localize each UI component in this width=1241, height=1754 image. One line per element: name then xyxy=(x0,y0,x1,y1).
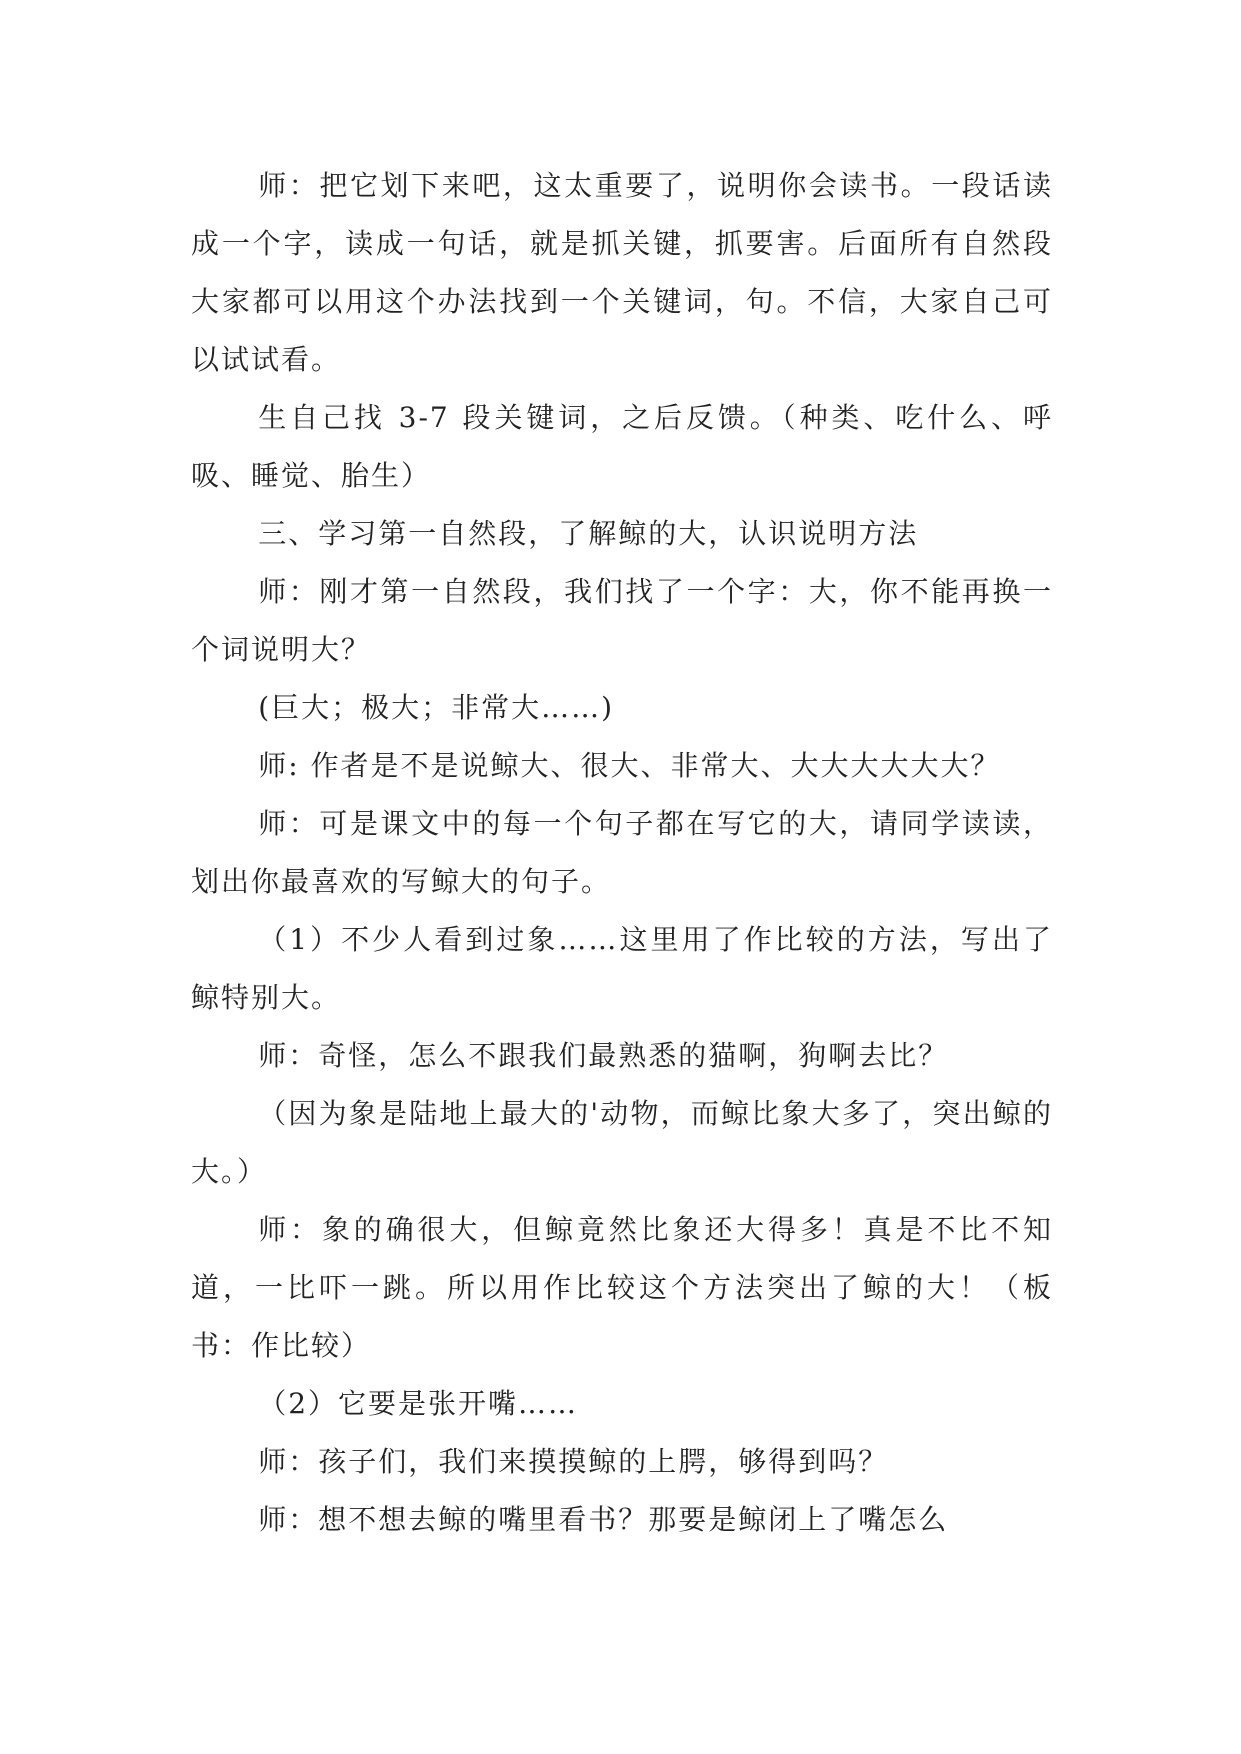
paragraph-reason: （因为象是陆地上最大的'动物，而鲸比象大多了，突出鲸的大。） xyxy=(191,1097,1053,1188)
paragraph-teacher-question-big: 师：刚才第一自然段，我们找了一个字：大，你不能再换一个词说明大？ xyxy=(191,575,1053,666)
paragraph-teacher-keyword: 师：把它划下来吧，这太重要了，说明你会读书。一段话读成一个字，读成一句话，就是抓关键，抓要害。后面所有自然段大家都可以用这个办法找到一个关键词，句。不信，大家自己可以试试看。 xyxy=(191,169,1053,376)
paragraph-item-2: （2）它要是张开嘴…… xyxy=(258,1387,579,1420)
paragraph-teacher-read: 师：可是课文中的每一个句子都在写它的大，请同学读读，划出你最喜欢的写鲸大的句子。 xyxy=(191,807,1053,898)
paragraph-teacher-mouth: 师：想不想去鲸的嘴里看书？那要是鲸闭上了嘴怎么 xyxy=(258,1503,949,1536)
paragraph-item-1: （1）不少人看到过象……这里用了作比较的方法，写出了鲸特别大。 xyxy=(191,923,1053,1014)
paragraph-teacher-comparison: 师：象的确很大，但鲸竟然比象还大得多！真是不比不知道，一比吓一跳。所以用作比较这个方法突出了鲸的大！（板书：作比较） xyxy=(191,1213,1053,1362)
paragraph-student-find-keywords: 生自己找 3-7 段关键词，之后反馈。（种类、吃什么、呼吸、睡觉、胎生） xyxy=(191,401,1053,492)
paragraph-teacher-strange: 师：奇怪，怎么不跟我们最熟悉的猫啊，狗啊去比？ xyxy=(258,1039,949,1072)
paragraph-teacher-touch: 师：孩子们，我们来摸摸鲸的上腭，够得到吗？ xyxy=(258,1445,889,1478)
document-body xyxy=(191,157,1053,1549)
paragraph-answers-big: (巨大；极大；非常大……) xyxy=(258,691,615,724)
paragraph-teacher-author: 师: 作者是不是说鲸大、很大、非常大、大大大大大大？ xyxy=(258,749,1001,782)
section-heading-three: 三、学习第一自然段，了解鲸的大，认识说明方法 xyxy=(258,517,919,550)
